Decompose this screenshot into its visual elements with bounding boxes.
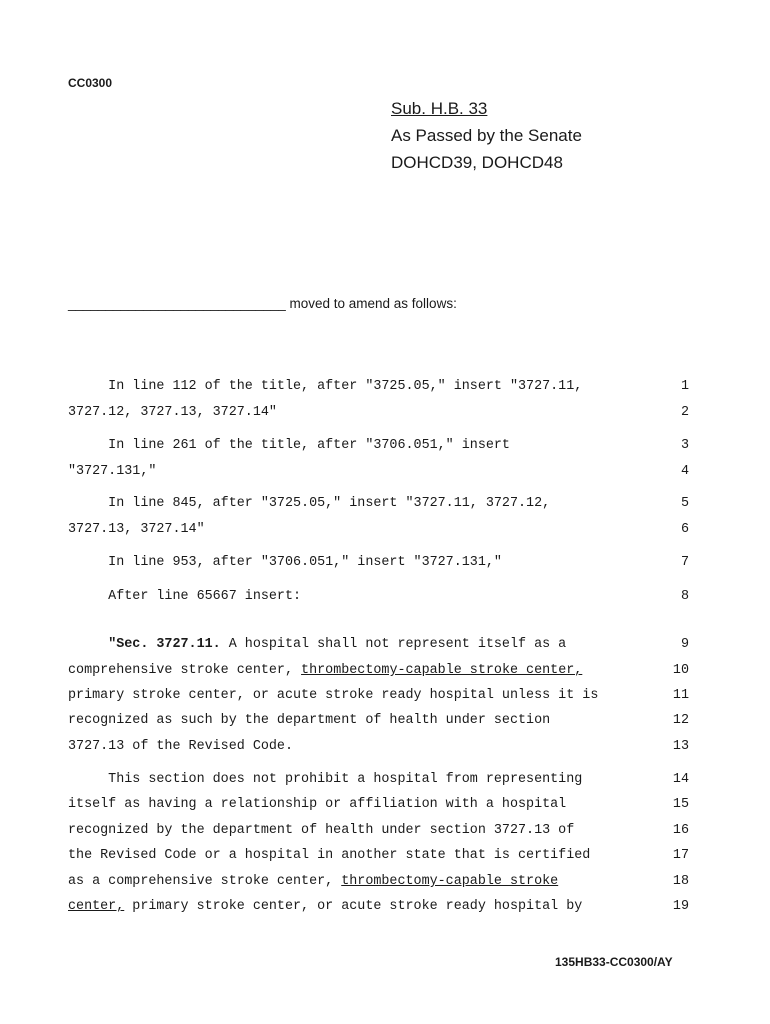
- amendment-line: [68, 663, 582, 678]
- bill-number: Sub. H.B. 33: [391, 99, 488, 118]
- line-number: 3: [680, 438, 689, 453]
- line-text: A hospital shall not represent itself as a: [220, 637, 567, 652]
- amendment-line: [68, 688, 598, 703]
- amendment-line: [68, 496, 550, 511]
- line-number: 17: [672, 848, 689, 863]
- line-text: comprehensive stroke center,: [68, 663, 302, 678]
- line-number: 10: [672, 663, 689, 678]
- document-code: CC0300: [68, 76, 113, 90]
- line-text: itself as having a relationship or affiliation with a hospital: [68, 797, 567, 812]
- line-text: the Revised Code or a hospital in another state that is certified: [68, 848, 591, 863]
- inserted-text: center,: [68, 899, 125, 914]
- document-footer-id: 135HB33-CC0300/AY: [555, 955, 673, 969]
- moved-to-amend-line: [68, 296, 457, 311]
- line-number: 16: [672, 823, 689, 838]
- amendment-line: [68, 405, 277, 420]
- line-text: After line 65667 insert:: [68, 589, 302, 604]
- bill-status: As Passed by the Senate: [391, 126, 582, 145]
- line-number: 13: [672, 739, 689, 754]
- line-number: 14: [672, 772, 689, 787]
- line-text: In line 112 of the title, after "3725.05," insert "3727.11,: [68, 379, 583, 394]
- amendment-line: [68, 848, 590, 863]
- line-text: recognized as such by the department of health under section: [68, 713, 551, 728]
- line-number: 1: [680, 379, 689, 394]
- line-number: 5: [680, 496, 689, 511]
- amendment-refs: DOHCD39, DOHCD48: [391, 153, 563, 172]
- amendment-line: [68, 637, 566, 652]
- mover-name-blank: _____________________________: [68, 296, 286, 311]
- line-number: 7: [680, 555, 689, 570]
- amendment-line: [68, 899, 582, 914]
- line-text: as a comprehensive stroke center,: [68, 874, 342, 889]
- line-text: In line 261 of the title, after "3706.051," insert: [68, 438, 510, 453]
- amendment-line: [68, 823, 574, 838]
- inserted-text: thrombectomy-capable stroke center,: [301, 663, 583, 678]
- section-heading: "Sec. 3727.11.: [108, 637, 221, 652]
- line-number: 19: [672, 899, 689, 914]
- line-number: 8: [680, 589, 689, 604]
- line-text: 3727.13 of the Revised Code.: [68, 739, 293, 754]
- amendment-line: [68, 555, 502, 570]
- line-text: This section does not prohibit a hospital from representing: [68, 772, 583, 787]
- line-number: 15: [672, 797, 689, 812]
- line-number: 9: [680, 637, 689, 652]
- amendment-line: [68, 464, 156, 479]
- line-text: recognized by the department of health under section 3727.13 of: [68, 823, 575, 838]
- line-text: 3727.12, 3727.13, 3727.14": [68, 405, 277, 420]
- amendment-line: [68, 797, 566, 812]
- line-text: In line 953, after "3706.051," insert "3727.131,": [68, 555, 502, 570]
- moved-to-amend-text: moved to amend as follows:: [285, 296, 457, 311]
- amendment-line: [68, 874, 558, 889]
- inserted-text: thrombectomy-capable stroke: [341, 874, 559, 889]
- line-number: 4: [680, 464, 689, 479]
- line-number: 11: [672, 688, 689, 703]
- line-text: "3727.131,": [68, 464, 157, 479]
- amendment-line: [68, 739, 293, 754]
- amendment-line: [68, 589, 301, 604]
- line-number: 2: [680, 405, 689, 420]
- line-text: 3727.13, 3727.14": [68, 522, 205, 537]
- amendment-line: [68, 438, 510, 453]
- amendment-line: [68, 379, 582, 394]
- line-text: [68, 637, 108, 652]
- line-text: primary stroke center, or acute stroke ready hospital unless it is: [68, 688, 599, 703]
- line-number: 6: [680, 522, 689, 537]
- amendment-line: [68, 522, 205, 537]
- amendment-line: [68, 772, 582, 787]
- amendment-line: [68, 713, 550, 728]
- line-text: primary stroke center, or acute stroke ready hospital by: [124, 899, 583, 914]
- line-number: 18: [672, 874, 689, 889]
- line-number: 12: [672, 713, 689, 728]
- line-text: In line 845, after "3725.05," insert "3727.11, 3727.12,: [68, 496, 551, 511]
